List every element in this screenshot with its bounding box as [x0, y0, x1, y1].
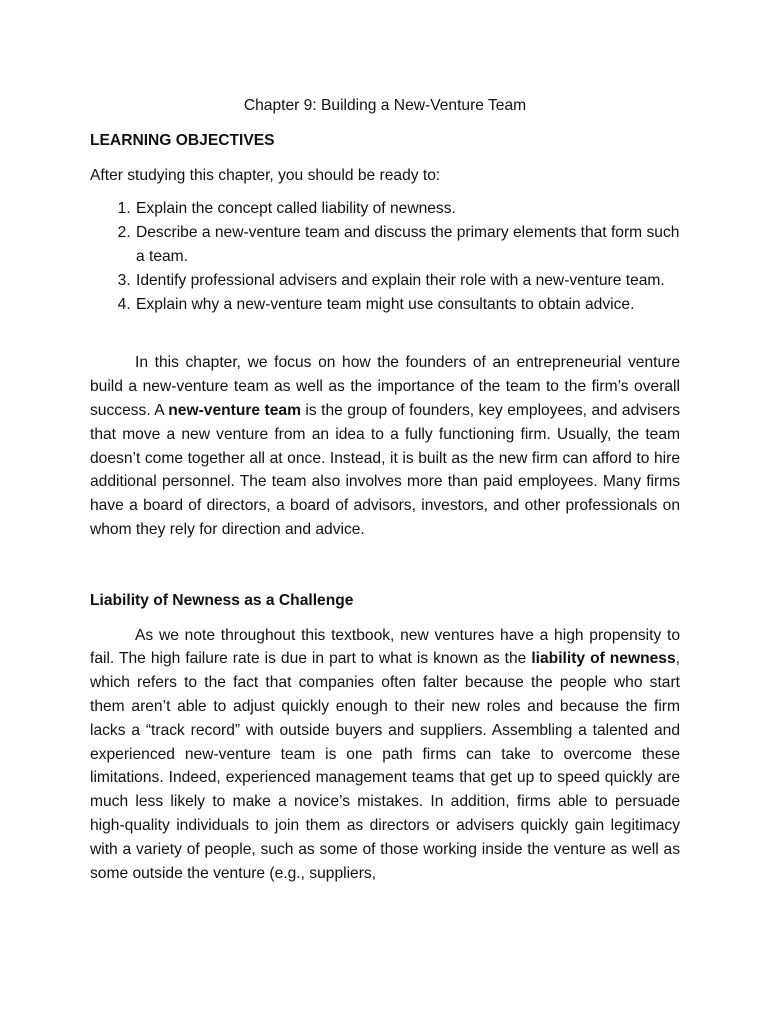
term-new-venture-team: new-venture team [168, 401, 301, 419]
chapter-title: Chapter 9: Building a New-Venture Team [243, 97, 527, 114]
body-paragraph-intro [90, 351, 680, 541]
text-run: , which refers to the fact that companies often falter because the people who start them aren’t able to adjust quickly enough to their new roles and because the firm lacks a “track record” with outside buyers and suppliers. Assembling a talented and experienced new-venture team is one path firms can take to overcome these limitations. Indeed, experienced management teams that get up to speed quickly are much less likely to make a novice’s mistakes. In addition, firms able to persuade high-quality individuals to join them as directors or advisers quickly gain legitimacy with a variety of people, such as some of those working inside the venture as well as some outside the venture (e.g., suppliers, [90, 650, 680, 882]
text-run: In this chapter, we focus on how the founders of an entrepreneurial venture build a new-venture team as well as the importance of the team to the firm’s overall success. A [90, 354, 680, 419]
objective-item: 3. Identify professional advisers and explain their role with a new-venture team. [135, 269, 680, 293]
text-run: As we note throughout this textbook, new ventures have a high propensity to fail. The high failure rate is due in part to what is known as the [90, 626, 680, 668]
objectives-intro: After studying this chapter, you should be ready to: [90, 166, 441, 184]
learning-objectives-heading: LEARNING OBJECTIVES [90, 131, 275, 149]
objective-item: 2. Describe a new-venture team and discuss the primary elements that form such a team. [135, 221, 680, 269]
term-liability-of-newness: liability of newness [531, 650, 676, 668]
objectives-list [90, 197, 680, 316]
objective-item: 1. Explain the concept called liability of newness. [135, 197, 680, 221]
section-heading: Liability of Newness as a Challenge [90, 591, 354, 609]
body-paragraph-liability [90, 624, 680, 886]
text-run: is the group of founders, key employees, and advisers that move a new venture from an idea to a fully functioning firm. Usually, the team doesn’t come together all at once. Instead, it is built as the new firm can afford to hire additional personnel. The team also involves more than paid employees. Many firms have a board of directors, a board of advisors, investors, and other professionals on whom they rely for direction and advice. [90, 401, 680, 538]
objective-item: 4. Explain why a new-venture team might use consultants to obtain advice. [135, 293, 680, 317]
